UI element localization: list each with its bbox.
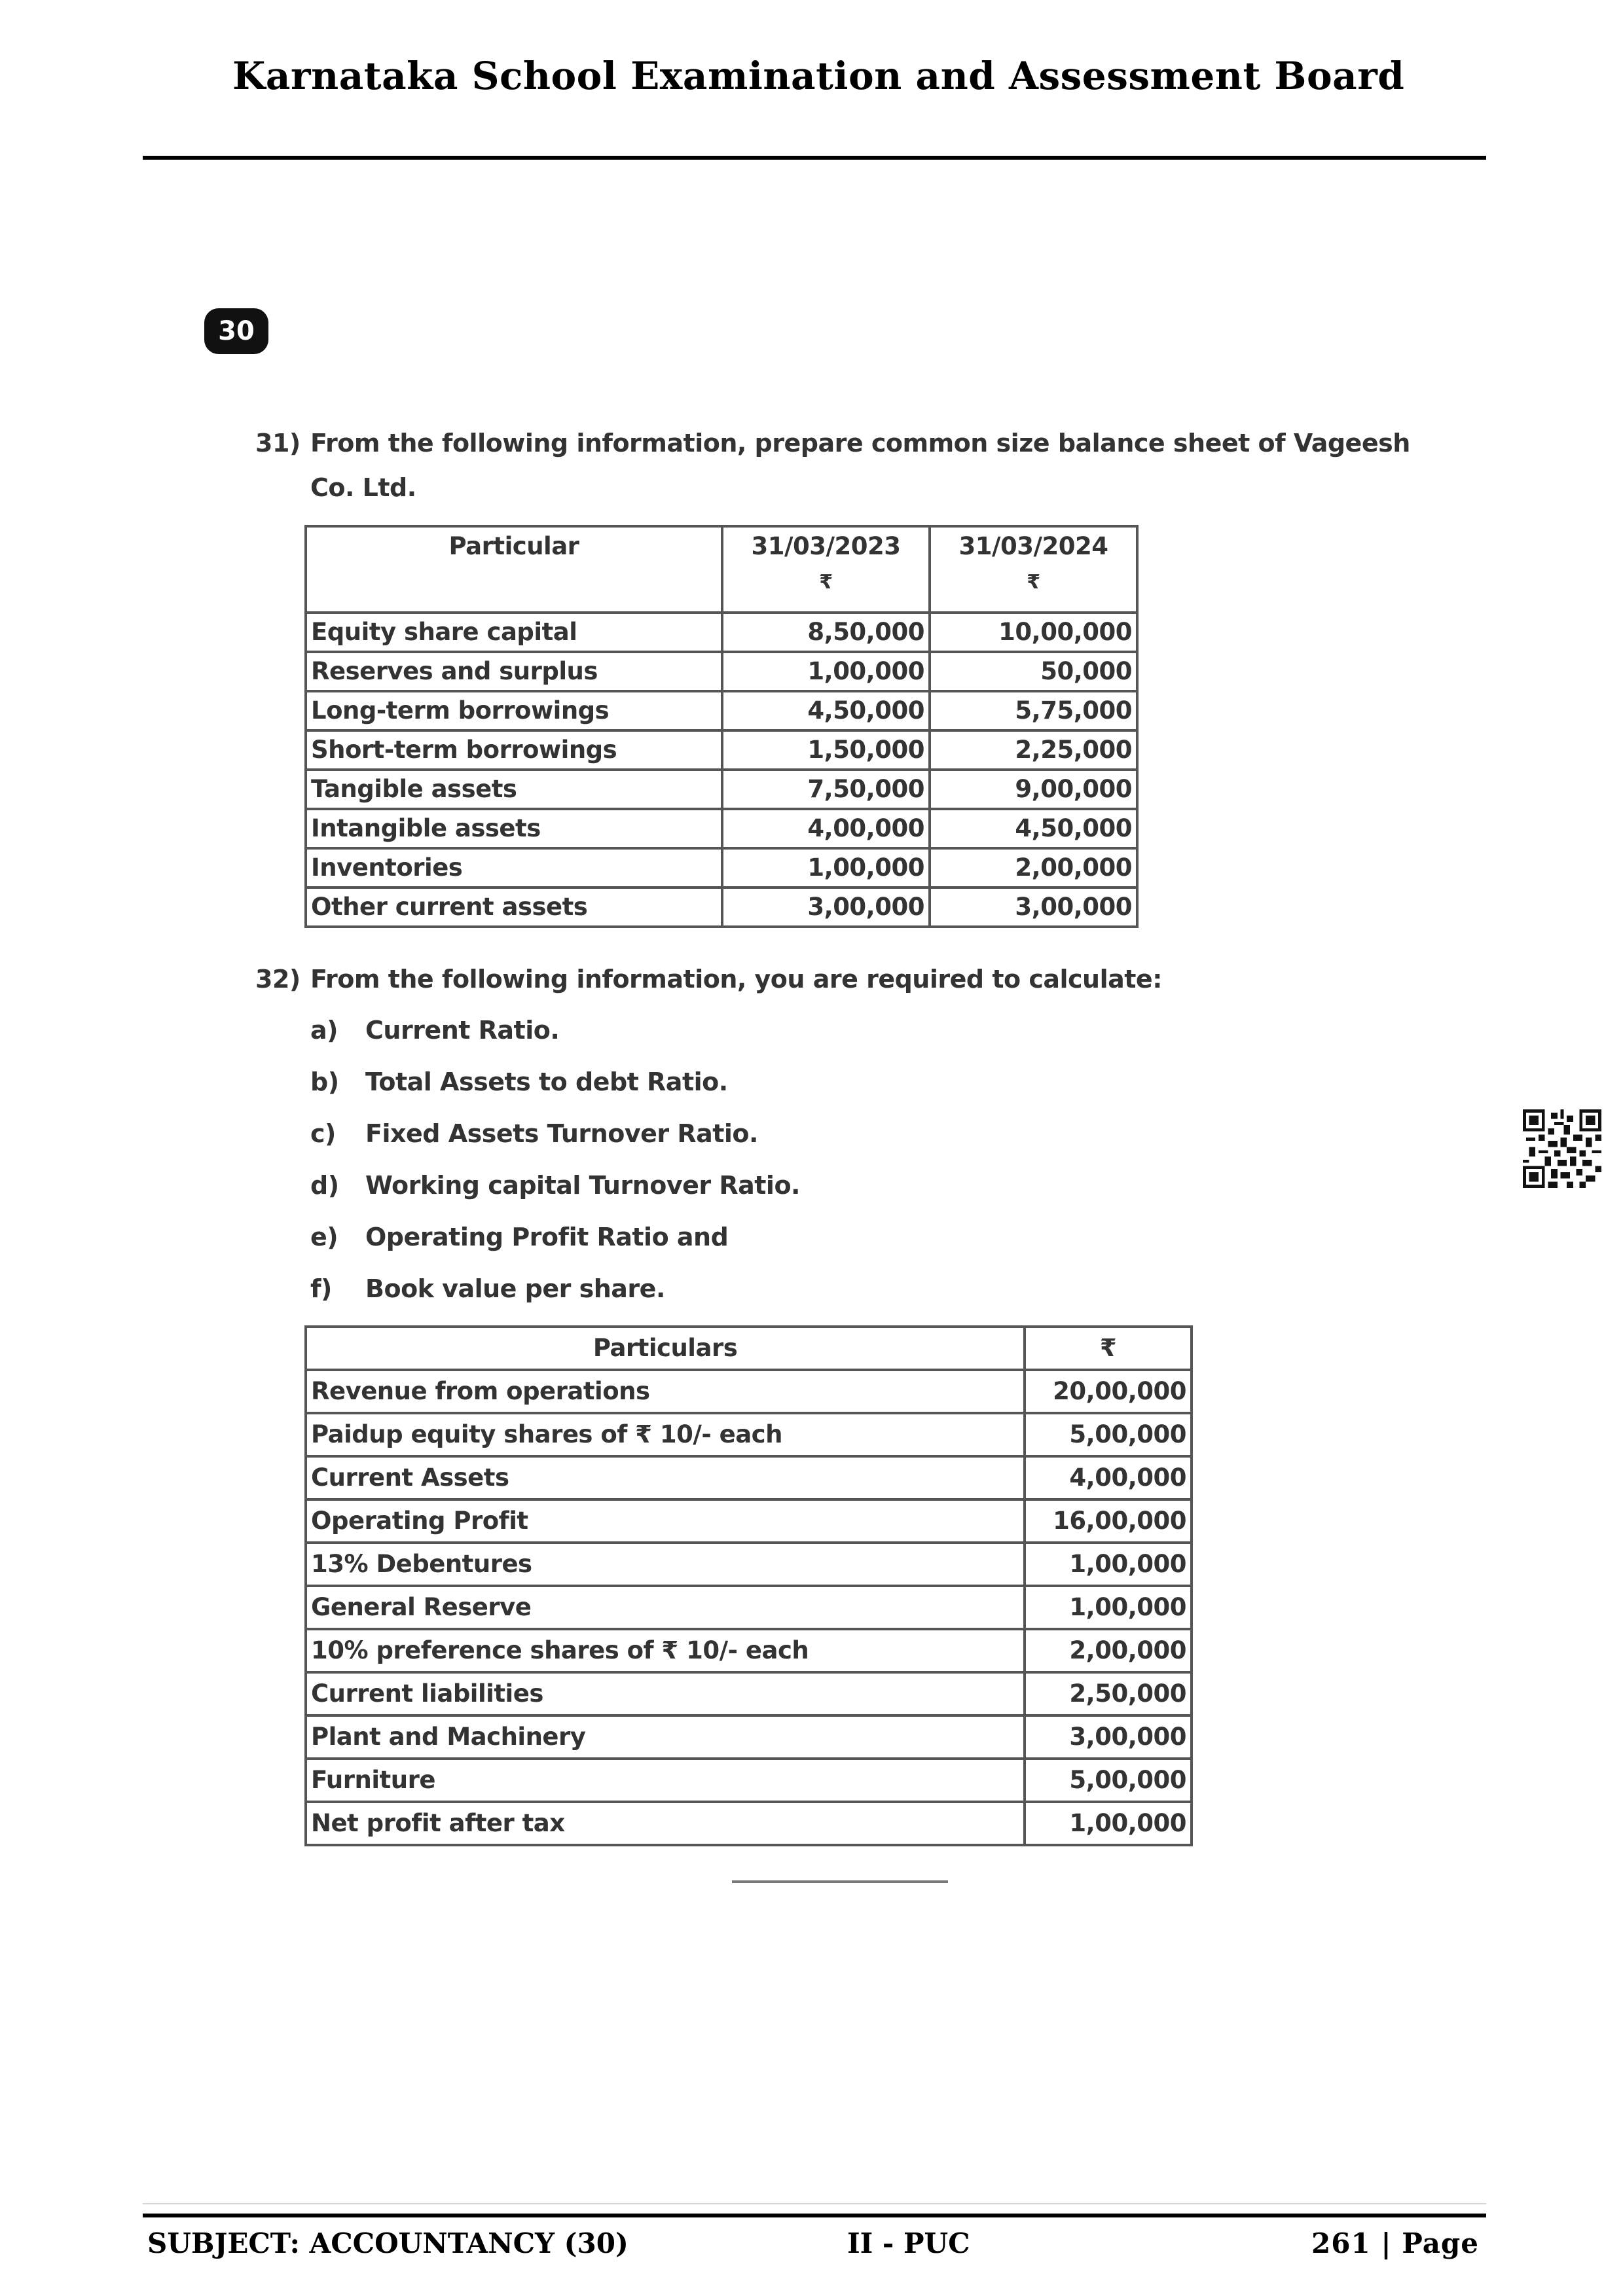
row-amount: 3,00,000 [1025, 1715, 1192, 1759]
question-text: From the following information, you are required to calculate: [310, 965, 1162, 994]
table-row [306, 1802, 1192, 1845]
sub-question-letter: b) [310, 1067, 339, 1096]
table-row [306, 848, 1137, 888]
table-row [306, 1759, 1192, 1802]
header-rule [143, 156, 1486, 160]
table-row [306, 1629, 1192, 1672]
row-label: Reserves and surplus [306, 652, 722, 691]
table-row [306, 1413, 1192, 1456]
value-2023: 7,50,000 [722, 770, 930, 809]
ratio-data-table [304, 1325, 1193, 1846]
row-label: Current Assets [306, 1456, 1025, 1499]
value-2023: 1,00,000 [722, 848, 930, 888]
value-2024: 4,50,000 [930, 809, 1137, 848]
row-amount: 1,00,000 [1025, 1802, 1192, 1845]
balance-sheet-table [304, 525, 1139, 928]
footer-rule-thin [143, 2203, 1486, 2204]
table-row [306, 1499, 1192, 1543]
column-header-2024: 31/03/2024 ₹ [930, 526, 1137, 613]
value-2024: 2,00,000 [930, 848, 1137, 888]
row-label: Current liabilities [306, 1672, 1025, 1715]
value-2024: 3,00,000 [930, 888, 1137, 927]
value-2024: 2,25,000 [930, 730, 1137, 770]
sub-question-letter: a) [310, 1016, 338, 1045]
board-title: Karnataka School Examination and Assessment Board [232, 54, 1405, 98]
row-label: 10% preference shares of ₹ 10/- each [306, 1629, 1025, 1672]
table-row [306, 1715, 1192, 1759]
table-row [306, 613, 1137, 652]
value-2024: 9,00,000 [930, 770, 1137, 809]
question-text-continued: Co. Ltd. [310, 473, 416, 502]
row-label: Other current assets [306, 888, 722, 927]
table-row [306, 1456, 1192, 1499]
row-amount: 2,50,000 [1025, 1672, 1192, 1715]
footer-subject: SUBJECT: ACCOUNTANCY (30) [147, 2227, 629, 2259]
row-label: Long-term borrowings [306, 691, 722, 730]
footer-rule [143, 2214, 1486, 2217]
value-2024: 50,000 [930, 652, 1137, 691]
question-text: From the following information, prepare common size balance sheet of Vageesh [310, 429, 1410, 457]
table-row [306, 888, 1137, 927]
table-row [306, 1672, 1192, 1715]
row-amount: 1,00,000 [1025, 1586, 1192, 1629]
rupee-symbol: ₹ [1027, 571, 1040, 594]
table-row [306, 1370, 1192, 1413]
rupee-symbol: ₹ [819, 571, 833, 594]
sub-question-label: Operating Profit Ratio and [365, 1223, 729, 1251]
row-label: Tangible assets [306, 770, 722, 809]
footer-class: II - PUC [847, 2227, 970, 2259]
value-2023: 4,00,000 [722, 809, 930, 848]
row-amount: 20,00,000 [1025, 1370, 1192, 1413]
sub-question-label: Book value per share. [365, 1274, 665, 1303]
value-2023: 4,50,000 [722, 691, 930, 730]
table-row [306, 691, 1137, 730]
row-label: Short-term borrowings [306, 730, 722, 770]
footer-page-number: 261 | Page [1311, 2227, 1479, 2259]
value-2023: 1,00,000 [722, 652, 930, 691]
value-2024: 10,00,000 [930, 613, 1137, 652]
table-row [306, 770, 1137, 809]
end-of-section-rule [732, 1880, 948, 1883]
column-header-particulars: Particulars [306, 1327, 1025, 1370]
question-number: 31) [255, 429, 301, 457]
badge-number: 30 [218, 316, 255, 346]
table-row [306, 1543, 1192, 1586]
row-amount: 4,00,000 [1025, 1456, 1192, 1499]
table-header-row [306, 526, 1137, 613]
row-label: 13% Debentures [306, 1543, 1025, 1586]
row-label: General Reserve [306, 1586, 1025, 1629]
sub-question-letter: c) [310, 1119, 336, 1148]
row-amount: 1,00,000 [1025, 1543, 1192, 1586]
row-amount: 16,00,000 [1025, 1499, 1192, 1543]
question-number: 32) [255, 965, 301, 994]
table-row [306, 809, 1137, 848]
column-header-particular: Particular [306, 526, 722, 613]
sub-question-label: Current Ratio. [365, 1016, 560, 1045]
sub-question-letter: d) [310, 1171, 339, 1200]
sub-question-label: Total Assets to debt Ratio. [365, 1067, 728, 1096]
sub-question-letter: f) [310, 1274, 332, 1303]
table-row [306, 1586, 1192, 1629]
sub-question-label: Working capital Turnover Ratio. [365, 1171, 800, 1200]
row-label: Paidup equity shares of ₹ 10/- each [306, 1413, 1025, 1456]
value-2023: 8,50,000 [722, 613, 930, 652]
row-label: Equity share capital [306, 613, 722, 652]
row-label: Intangible assets [306, 809, 722, 848]
row-label: Operating Profit [306, 1499, 1025, 1543]
table-row [306, 652, 1137, 691]
value-2023: 1,50,000 [722, 730, 930, 770]
row-label: Plant and Machinery [306, 1715, 1025, 1759]
subject-code-badge [204, 308, 268, 354]
column-header-rupee: ₹ [1025, 1327, 1192, 1370]
row-label: Revenue from operations [306, 1370, 1025, 1413]
table-row [306, 730, 1137, 770]
table-header-row [306, 1327, 1192, 1370]
row-amount: 5,00,000 [1025, 1413, 1192, 1456]
sub-question-letter: e) [310, 1223, 338, 1251]
row-label: Net profit after tax [306, 1802, 1025, 1845]
sub-question-label: Fixed Assets Turnover Ratio. [365, 1119, 758, 1148]
value-2024: 5,75,000 [930, 691, 1137, 730]
row-label: Furniture [306, 1759, 1025, 1802]
qr-code-icon [1523, 1109, 1601, 1188]
value-2023: 3,00,000 [722, 888, 930, 927]
row-amount: 2,00,000 [1025, 1629, 1192, 1672]
column-header-2023: 31/03/2023 ₹ [722, 526, 930, 613]
row-amount: 5,00,000 [1025, 1759, 1192, 1802]
row-label: Inventories [306, 848, 722, 888]
